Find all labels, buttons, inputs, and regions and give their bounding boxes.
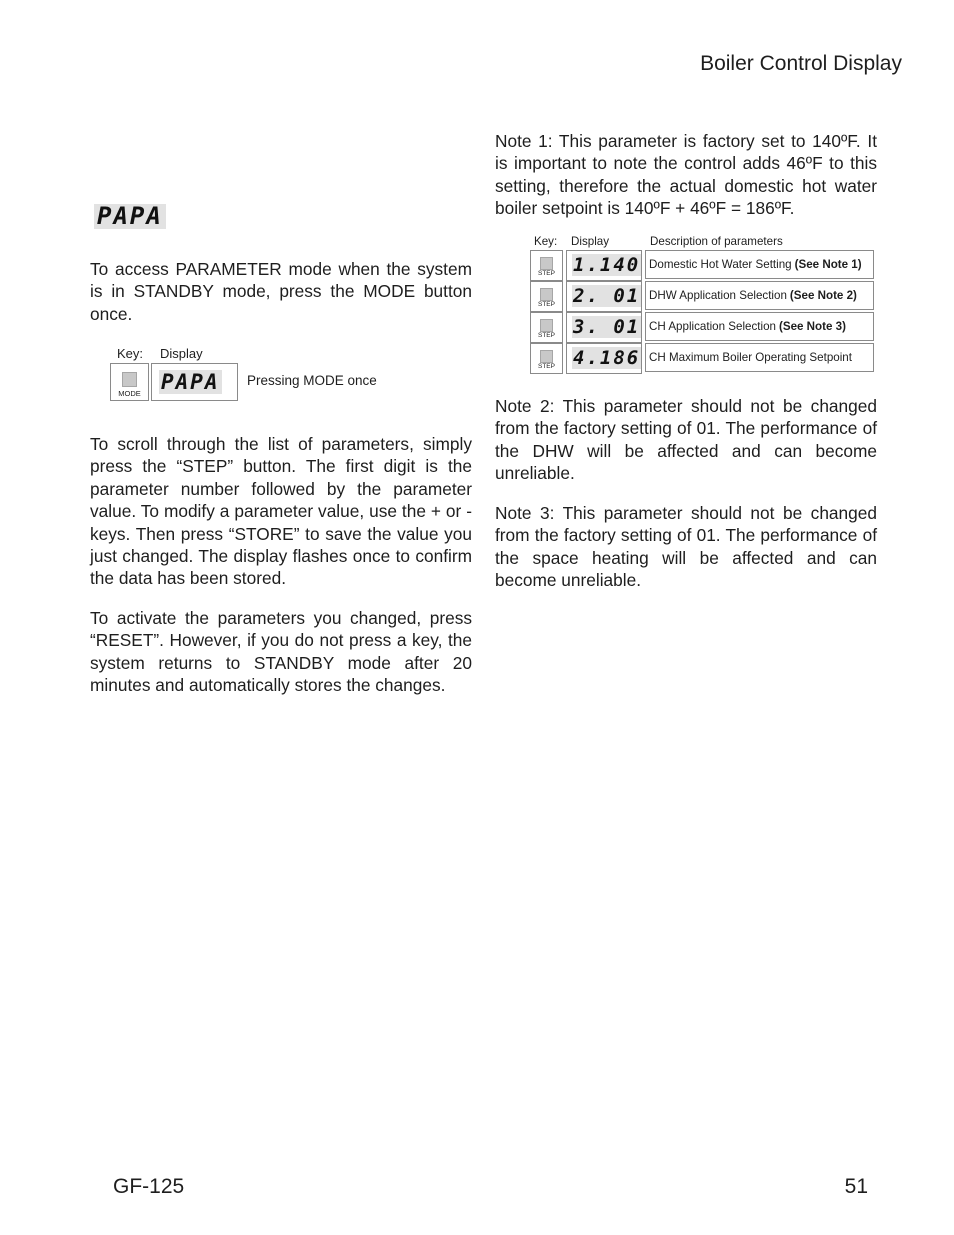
mode-display-box [151, 363, 238, 401]
step-key-label: STEP [538, 301, 555, 308]
table-row-2-display [566, 281, 642, 312]
table-row-4-description [645, 343, 874, 372]
mode-key-figure [110, 344, 410, 404]
table-row-3-display-value: 3. 01 [573, 316, 641, 338]
table-row-2-step-key [530, 281, 563, 312]
mode-key-label: MODE [118, 389, 141, 398]
page-header-title: Boiler Control Display [700, 52, 902, 75]
table-row-4-display-value: 4.186 [573, 347, 641, 369]
step-key-label: STEP [538, 270, 555, 277]
table-row-3-description [645, 312, 874, 341]
table-display-header: Display [571, 235, 610, 248]
parameter-table [530, 233, 875, 375]
scroll-parameters-paragraph: To scroll through the list of parameters, simply press the “STEP” button. The first digit is the parameter number followed by the parameter value. To modify a parameter value, use the + or - keys. Then press “STORE” to save the value you just changed. The display flashes once to confirm the data has been stored. [90, 434, 472, 589]
mode-key-button-icon [122, 372, 137, 387]
table-row-4-step-key [530, 343, 563, 374]
table-row-4-display [566, 343, 642, 374]
table-row-1-description-text: Domestic Hot Water Setting [649, 258, 792, 271]
mode-key-caption: Pressing MODE once [247, 373, 377, 388]
table-row-2-description-text: DHW Application Selection [649, 289, 787, 302]
table-description-header: Description of parameters [650, 235, 783, 248]
note-2-paragraph: Note 2: This parameter should not be changed from the factory setting of 01. The performance of the DHW will be affected and can become unreliable. [495, 396, 877, 484]
table-row-3-note-ref: (See Note 3) [778, 320, 846, 333]
table-row-4-description-text: CH Maximum Boiler Operating Setpoint [649, 351, 852, 364]
table-row-2-description [645, 281, 874, 310]
mode-display-value: PAPA [161, 370, 220, 394]
step-key-button-icon [540, 350, 553, 363]
step-key-button-icon [540, 257, 553, 270]
parameter-mode-display: PAPA [94, 204, 166, 229]
footer-page-number: 51 [844, 1175, 868, 1198]
table-row-3-step-key [530, 312, 563, 343]
table-row-3-display [566, 312, 642, 343]
activate-parameters-paragraph: To activate the parameters you changed, press “RESET”. However, if you do not press a key, the system returns to STANDBY mode after 20 minutes and automatically stores the changes. [90, 608, 472, 696]
note-1-paragraph: Note 1: This parameter is factory set to 140ºF. It is important to note the control adds 46ºF to this setting, therefore the actual domestic hot water boiler setpoint is 140ºF + 46ºF = 186ºF. [495, 131, 877, 219]
step-key-label: STEP [538, 332, 555, 339]
display-header: Display [160, 346, 203, 361]
table-key-header: Key: [534, 235, 558, 248]
table-row-2-display-value: 2. 01 [573, 285, 641, 307]
table-row-3-description-text: CH Application Selection [649, 320, 776, 333]
parameter-access-paragraph: To access PARAMETER mode when the system is in STANDBY mode, press the MODE button once. [90, 259, 472, 324]
mode-key [110, 363, 149, 401]
step-key-label: STEP [538, 363, 555, 370]
step-key-button-icon [540, 288, 553, 301]
footer-model-number: GF-125 [113, 1175, 185, 1198]
table-row-1-display-value: 1.140 [573, 254, 641, 276]
table-row-1-step-key [530, 250, 563, 281]
step-key-button-icon [540, 319, 553, 332]
table-row-1-description [645, 250, 874, 279]
key-header: Key: [117, 346, 144, 361]
table-row-1-display [566, 250, 642, 281]
table-row-2-note-ref: (See Note 2) [789, 289, 857, 302]
note-3-paragraph: Note 3: This parameter should not be changed from the factory setting of 01. The performance of the space heating will be affected and can become unreliable. [495, 503, 877, 591]
table-row-1-note-ref: (See Note 1) [794, 258, 862, 271]
